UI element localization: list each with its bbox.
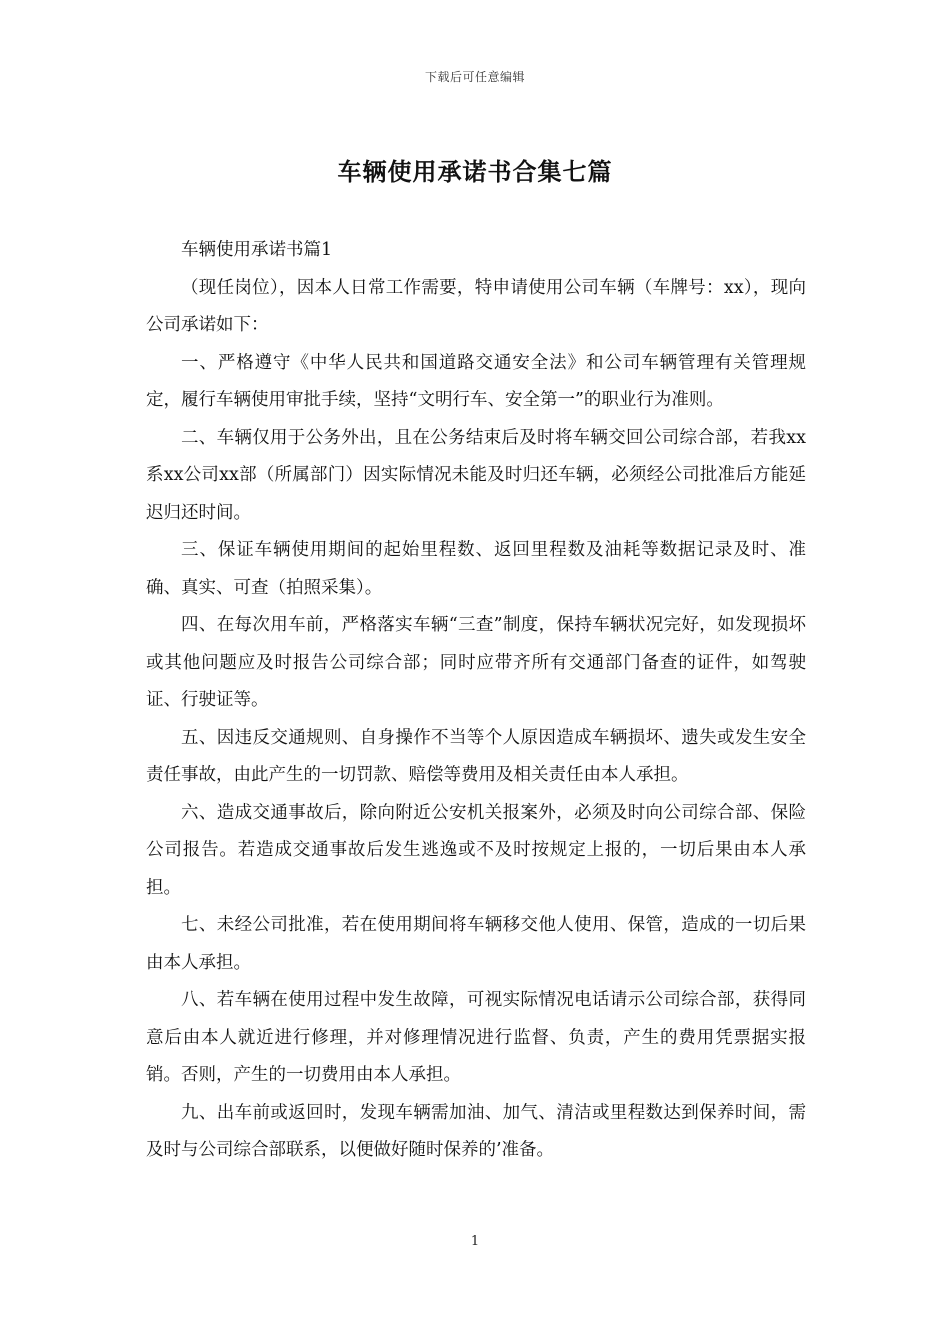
paragraph-intro: （现任岗位），因本人日常工作需要，特申请使用公司车辆（车牌号：xx），现向公司承诺如下： bbox=[146, 277, 806, 335]
document-body bbox=[146, 232, 806, 1170]
document-title: 车辆使用承诺书合集七篇 bbox=[337, 157, 613, 186]
paragraph-item-2: 二、车辆仅用于公务外出，且在公务结束后及时将车辆交回公司综合部，若我xx系xx公司xx部（所属部门）因实际情况未能及时归还车辆，必须经公司批准后方能延迟归还时间。 bbox=[146, 427, 806, 523]
paragraph-item-4: 四、在每次用车前，严格落实车辆“三查”制度，保持车辆状况完好，如发现损坏或其他问题应及时报告公司综合部；同时应带齐所有交通部门备查的证件，如驾驶证、行驶证等。 bbox=[146, 615, 806, 710]
page-number: 1 bbox=[470, 1234, 480, 1249]
paragraph-item-5: 五、因违反交通规则、自身操作不当等个人原因造成车辆损坏、遗失或发生安全责任事故，由此产生的一切罚款、赔偿等费用及相关责任由本人承担。 bbox=[146, 727, 806, 785]
section-heading: 车辆使用承诺书篇1 bbox=[181, 240, 333, 260]
paragraph-item-6: 六、造成交通事故后，除向附近公安机关报案外，必须及时向公司综合部、保险公司报告。若造成交通事故后发生逃逸或不及时按规定上报的，一切后果由本人承担。 bbox=[146, 802, 806, 898]
paragraph-item-3: 三、保证车辆使用期间的起始里程数、返回里程数及油耗等数据记录及时、准确、真实、可查（拍照采集）。 bbox=[146, 540, 806, 598]
paragraph-item-1: 一、严格遵守《中华人民共和国道路交通安全法》和公司车辆管理有关管理规定，履行车辆使用审批手续，坚持“文明行车、安全第一”的职业行为准则。 bbox=[146, 352, 806, 410]
paragraph-item-7: 七、未经公司批准，若在使用期间将车辆移交他人使用、保管，造成的一切后果由本人承担。 bbox=[146, 915, 806, 973]
paragraph-item-8: 八、若车辆在使用过程中发生故障，可视实际情况电话请示公司综合部，获得同意后由本人就近进行修理，并对修理情况进行监督、负责，产生的费用凭票据实报销。否则，产生的一切费用由本人承担。 bbox=[146, 990, 806, 1085]
page-header-note: 下载后可任意编辑 bbox=[424, 70, 525, 84]
paragraph-item-9: 九、出车前或返回时，发现车辆需加油、加气、清洁或里程数达到保养时间，需及时与公司综合部联系，以便做好随时保养的’准备。 bbox=[146, 1102, 806, 1160]
